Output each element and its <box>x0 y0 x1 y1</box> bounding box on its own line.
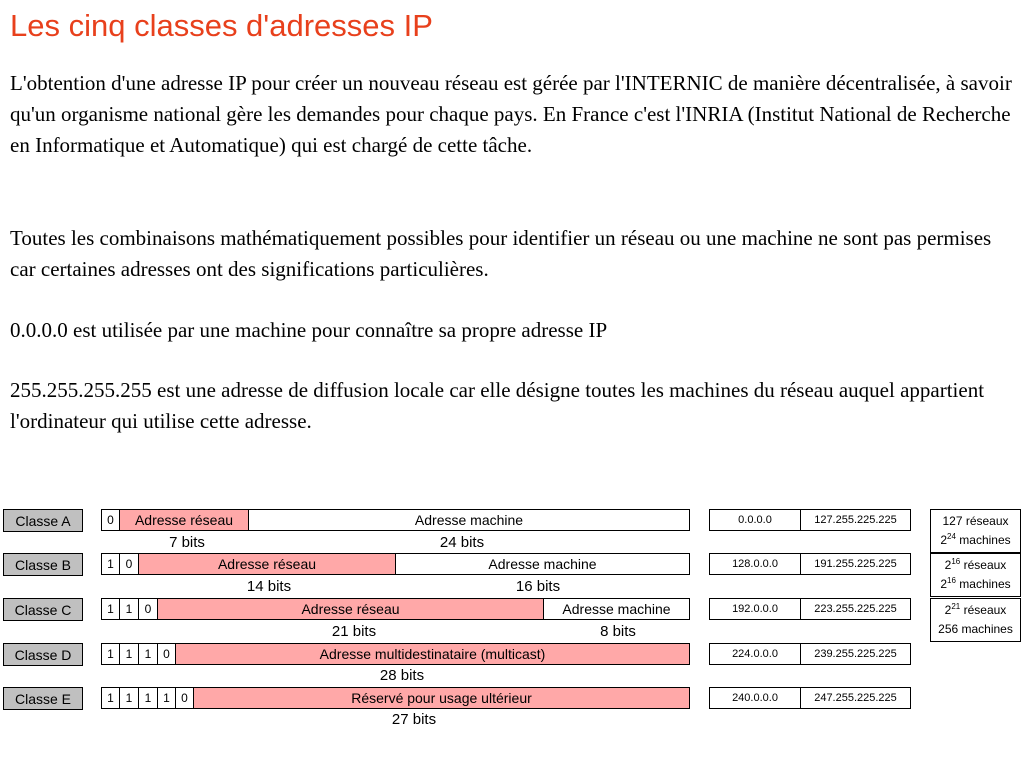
class-c-network-bits: 21 bits <box>331 623 377 640</box>
class-c-range-start: 192.0.0.0 <box>709 598 801 620</box>
class-e-reserved-field: Réservé pour usage ultérieur <box>193 687 690 709</box>
class-d-bit-2: 1 <box>119 643 139 665</box>
class-a-range-end: 127.255.225.225 <box>800 509 911 531</box>
class-b-capacity <box>930 553 1021 597</box>
class-b-machines-count: $2^{16}$ machines <box>940 576 1011 591</box>
class-a-range-start: 0.0.0.0 <box>709 509 801 531</box>
class-e-range-start: 240.0.0.0 <box>709 687 801 709</box>
class-b-networks-count: $2^{16}$ réseaux <box>944 557 1007 572</box>
class-b-bit-1: 1 <box>101 553 120 575</box>
paragraph-broadcast: 255.255.255.255 est une adresse de diffusion locale car elle désigne toutes les machines du réseau auquel appartient l'ordinateur qui utilise cette adresse. <box>10 378 985 433</box>
class-a-networks-count: 127 réseaux <box>942 514 1009 528</box>
class-e-bit-4: 1 <box>157 687 176 709</box>
class-b-network-field: Adresse réseau <box>138 553 396 575</box>
class-c-range-end: 223.255.225.225 <box>800 598 911 620</box>
class-c-network-field: Adresse réseau <box>157 598 544 620</box>
class-c-capacity <box>930 598 1021 642</box>
class-a-host-field: Adresse machine <box>248 509 690 531</box>
class-e-label: Classe E <box>3 687 83 710</box>
class-c-host-bits: 8 bits <box>600 623 636 640</box>
class-a-machines-count: $2^{24}$ machines <box>940 532 1011 547</box>
class-b-label: Classe B <box>3 553 83 576</box>
class-d-multicast-field: Adresse multidestinataire (multicast) <box>175 643 690 665</box>
class-a-label: Classe A <box>3 509 83 532</box>
paragraph-combinations: Toutes les combinaisons mathématiquement possibles pour identifier un réseau ou une machine ne sont pas permises car certaines adresses ont des significations particulières. <box>10 226 992 281</box>
class-a-network-field: Adresse réseau <box>119 509 249 531</box>
class-e-bit-5: 0 <box>175 687 194 709</box>
paragraph-internic: L'obtention d'une adresse IP pour créer un nouveau réseau est gérée par l'INTERNIC de manière décentralisée, à savoir qu'un organisme national gère les demandes pour chaque pays. En France c'est l'INRIA (Institut National de Recherche en Informatique et Automatique) qui est chargé de cette tâche. <box>10 71 1012 157</box>
class-d-range-start: 224.0.0.0 <box>709 643 801 665</box>
class-e-bit-3: 1 <box>138 687 158 709</box>
page-title: Les cinq classes d'adresses IP <box>10 8 433 43</box>
class-d-bit-4: 0 <box>157 643 176 665</box>
class-a-network-bits: 7 bits <box>169 534 205 551</box>
class-b-host-field: Adresse machine <box>395 553 690 575</box>
class-c-networks-count: $2^{21}$ réseaux <box>944 602 1007 617</box>
class-c-bit-2: 1 <box>119 598 139 620</box>
class-c-bit-3: 0 <box>138 598 158 620</box>
class-d-label: Classe D <box>3 643 83 666</box>
class-e-bit-1: 1 <box>101 687 120 709</box>
class-e-range-end: 247.255.225.225 <box>800 687 911 709</box>
class-d-bit-1: 1 <box>101 643 120 665</box>
class-c-bit-1: 1 <box>101 598 120 620</box>
class-d-range-end: 239.255.225.225 <box>800 643 911 665</box>
class-d-bits: 28 bits <box>379 667 425 684</box>
class-e-bit-2: 1 <box>119 687 139 709</box>
class-c-machines-count: 256 machines <box>938 622 1013 636</box>
class-d-bit-3: 1 <box>138 643 158 665</box>
class-b-host-bits: 16 bits <box>515 578 561 595</box>
class-c-host-field: Adresse machine <box>543 598 690 620</box>
class-b-range-end: 191.255.225.225 <box>800 553 911 575</box>
class-a-capacity <box>930 509 1021 553</box>
class-b-range-start: 128.0.0.0 <box>709 553 801 575</box>
paragraph-zero-address: 0.0.0.0 est utilisée par une machine pour connaître sa propre adresse IP <box>10 318 608 342</box>
class-c-label: Classe C <box>3 598 83 621</box>
class-b-network-bits: 14 bits <box>246 578 292 595</box>
class-a-host-bits: 24 bits <box>439 534 485 551</box>
class-a-bit-1: 0 <box>101 509 120 531</box>
class-b-bit-2: 0 <box>119 553 139 575</box>
class-e-bits: 27 bits <box>391 711 437 728</box>
